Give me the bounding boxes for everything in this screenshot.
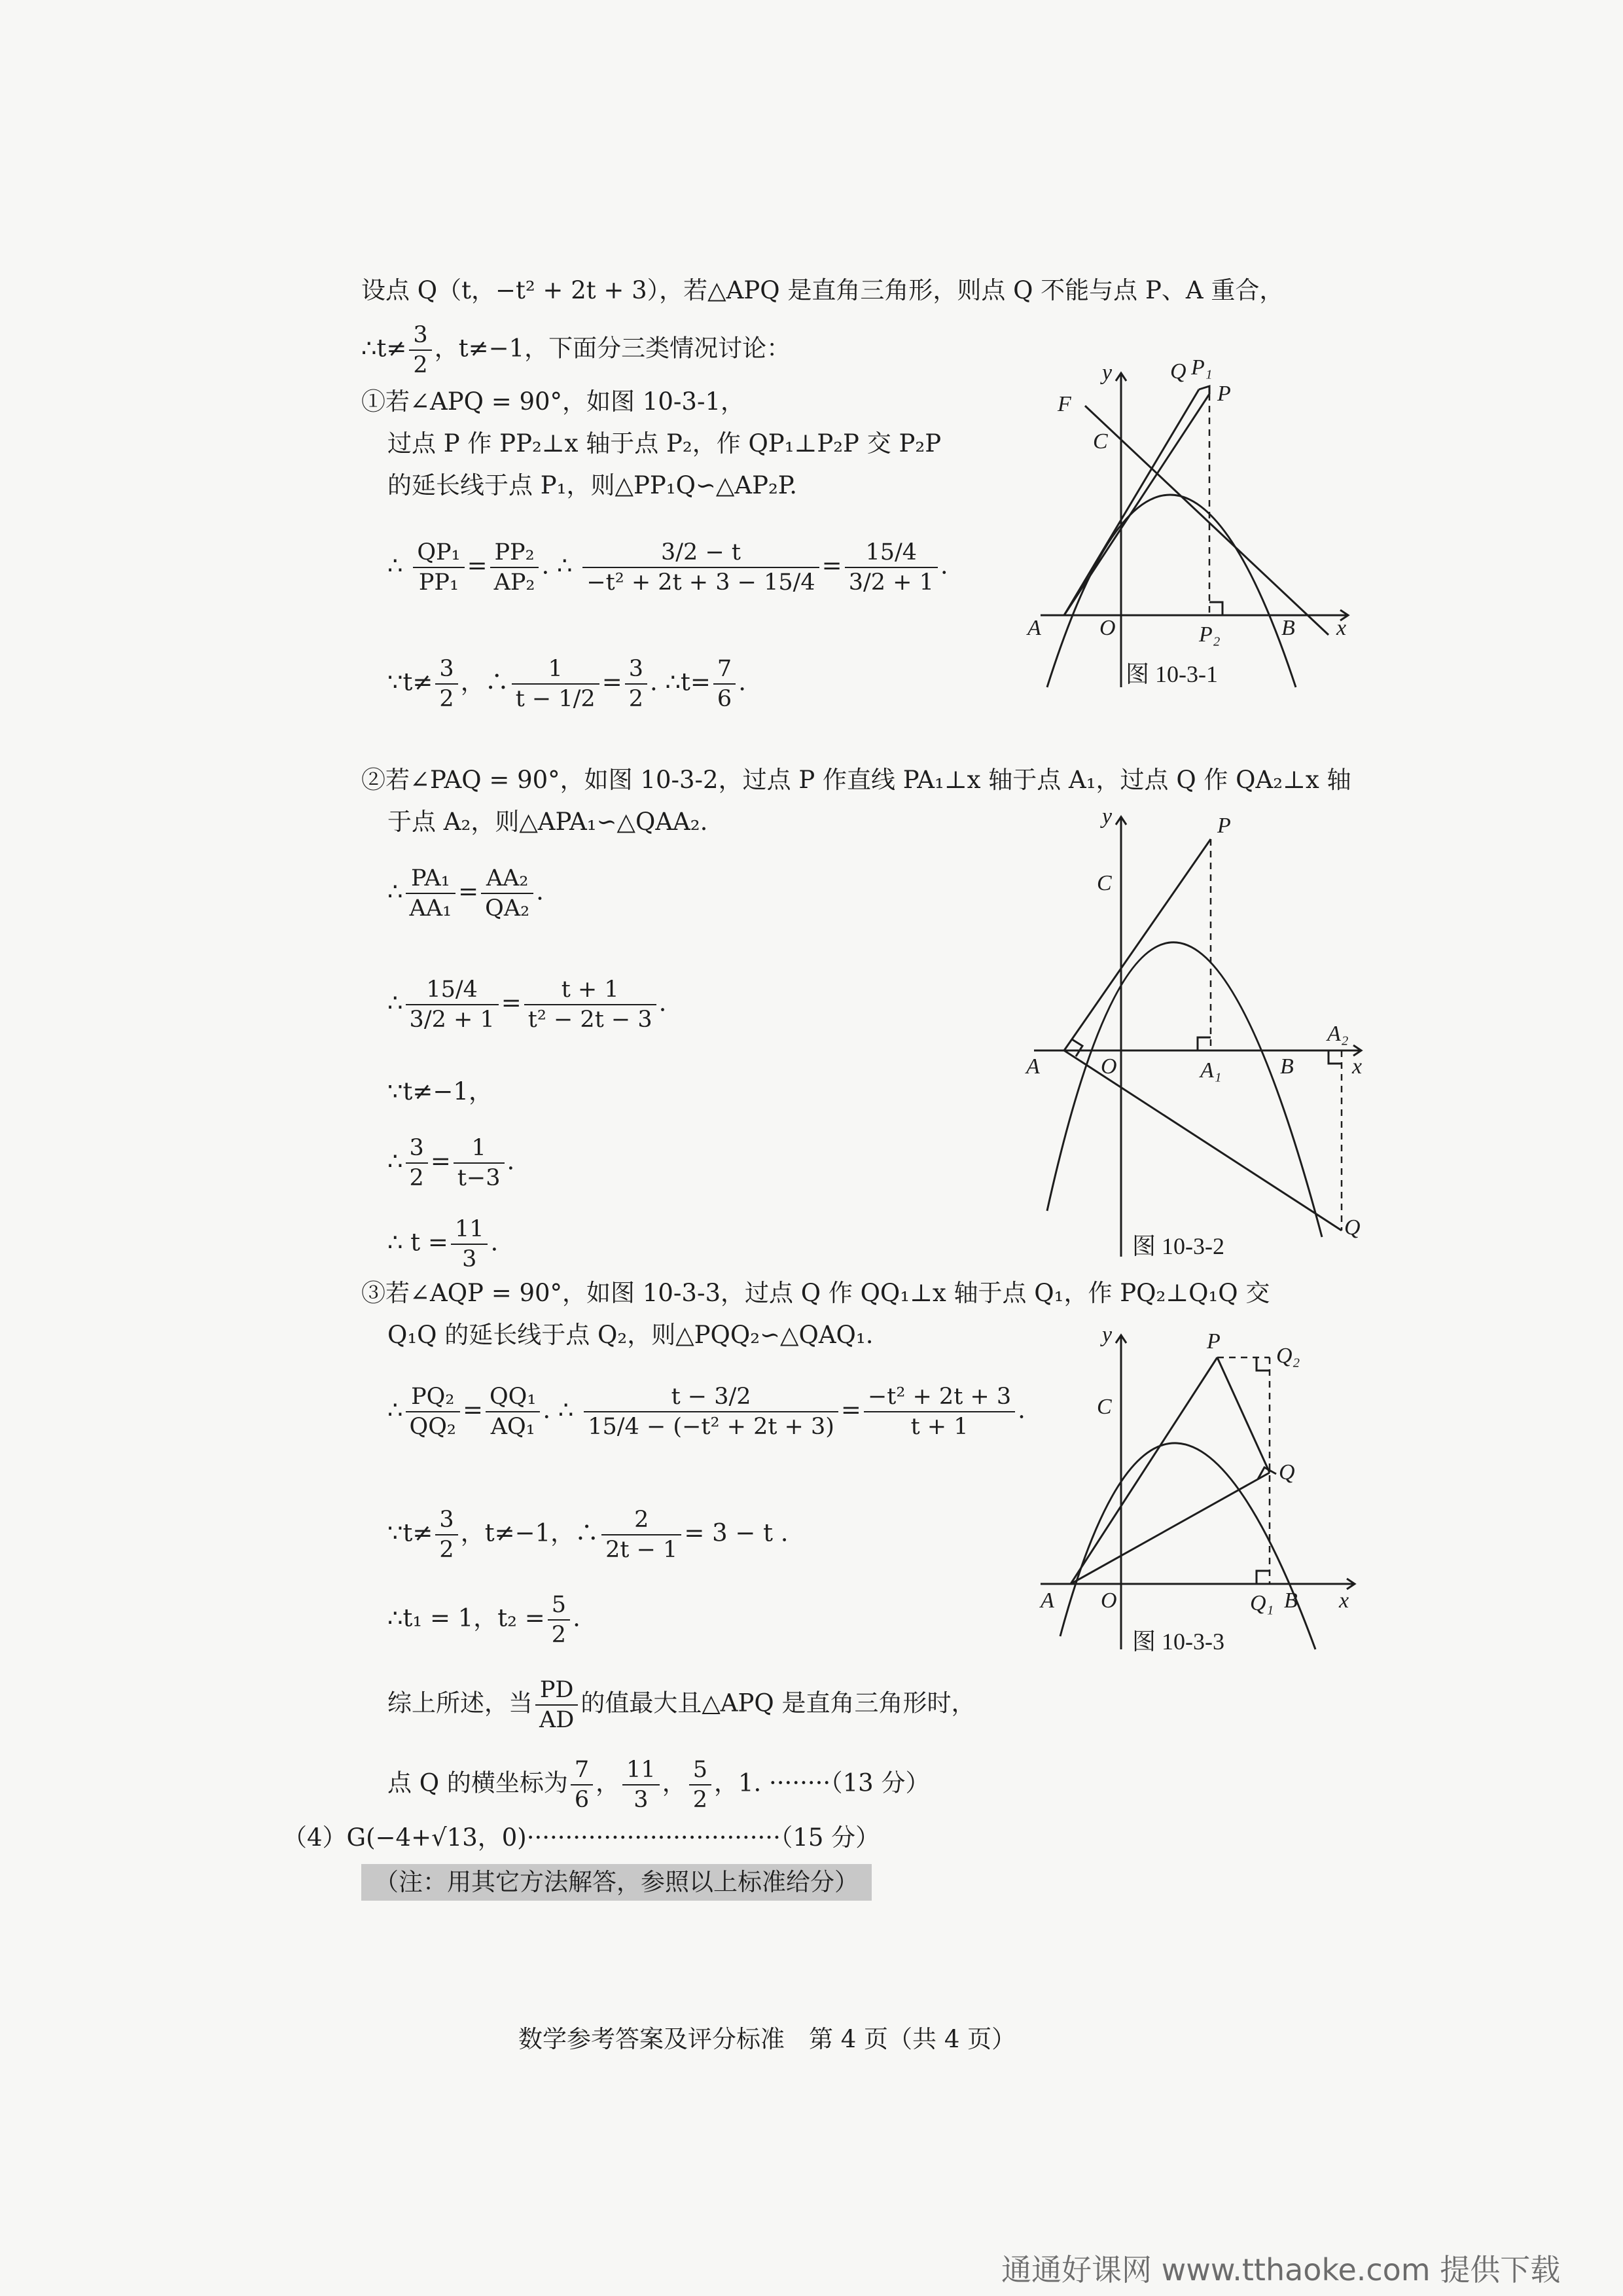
case1-solve-line: ∵t≠ $\frac{3}{2}$ ，∴ $\frac{1}{t - 1/2}$ = $\frac{3}{2}$ . ∴t= $\frac{7}{6}$ . [387, 656, 746, 712]
label-y: y [1102, 804, 1113, 829]
case2-result-line: ∴ t = $\frac{11}{3}$ . [387, 1216, 499, 1272]
label-O: O [1101, 1588, 1117, 1613]
right-angle-Q2 [1257, 1357, 1270, 1371]
grading-note: （注：用其它方法解答，参照以上标准给分） [361, 1864, 872, 1901]
right-angle-P1 [1199, 386, 1209, 394]
label-A: A [1027, 616, 1041, 640]
label-A: A [1041, 1588, 1054, 1613]
label-C: C [1093, 429, 1108, 454]
caption-10-3-1: 图 10-3-1 [1126, 661, 1218, 687]
label-P: P [1217, 814, 1231, 838]
parabola [1047, 495, 1296, 687]
case1-ratio-line: ∴ $\frac{\text{QP₁}}{\text{PP₁}}$ = $\frac{\text{PP₂}}{\text{AP₂}}$ . ∴ $\frac{3/2 - t}{\text{−t² + 2t + 3 − 15/4}}$ = $\frac{15/4}{3/2 + 1}$ . [387, 539, 948, 596]
intro-line-1: 设点 Q（t，−t² + 2t + 3），若△APQ 是直角三角形，则点 Q 不能与点 P、A 重合， [361, 276, 1284, 304]
segment-PQ [1217, 1357, 1270, 1473]
label-A2: A₂ [1327, 1022, 1349, 1046]
page-footer: 数学参考答案及评分标准 第 4 页（共 4 页） [518, 2025, 1016, 2053]
case2-subst-line: ∴ $\frac{15/4}{3/2 + 1}$ = $\frac{t + 1}{\text{t² − 2t − 3}}$ . [387, 977, 667, 1033]
case2-eq-line: ∴ $\frac{3}{2}$ = $\frac{1}{t-3}$ . [387, 1135, 515, 1191]
label-F: F [1058, 392, 1071, 416]
label-x: x [1336, 616, 1347, 640]
label-P1: P₁ [1191, 355, 1213, 380]
label-Q: Q [1279, 1460, 1295, 1484]
label-x: x [1352, 1054, 1363, 1079]
label-P: P [1217, 382, 1231, 406]
label-B: B [1280, 1054, 1294, 1079]
segment-AP [1071, 1357, 1217, 1584]
label-x: x [1339, 1588, 1349, 1613]
case3-solve-line: ∵t≠ $\frac{3}{2}$ ，t≠−1，∴ $\frac{2}{2t - 1}$ = 3 − t . [387, 1507, 789, 1563]
label-A: A [1026, 1054, 1040, 1079]
label-Q: Q [1170, 359, 1186, 384]
label-Q2: Q₂ [1276, 1344, 1300, 1368]
summary-line-2: 点 Q 的横坐标为 $\frac{7}{6}$ ， $\frac{11}{3}$ ， $\frac{5}{2}$ ，1. ········（13 分） [387, 1757, 930, 1813]
label-O: O [1101, 1054, 1117, 1079]
case2-line-1: ②若∠PAQ = 90°，如图 10-3-2，过点 P 作直线 PA₁⊥x 轴于点 A₁，过点 Q 作 QA₂⊥x 轴 [361, 766, 1351, 794]
right-angle-A [1072, 1039, 1082, 1056]
caption-10-3-3: 图 10-3-3 [1132, 1628, 1224, 1655]
case1-line-2: 过点 P 作 PP₂⊥x 轴于点 P₂，作 QP₁⊥P₂P 交 P₂P [387, 429, 942, 457]
summary-line-1: 综上所述，当 $\frac{PD}{AD}$ 的值最大且△APQ 是直角三角形时， [387, 1677, 976, 1733]
case3-line-1: ③若∠AQP = 90°，如图 10-3-3，过点 Q 作 QQ₁⊥x 轴于点 Q₁，作 PQ₂⊥Q₁Q 交 [361, 1279, 1270, 1307]
parabola [1047, 942, 1322, 1237]
label-P2: P₂ [1199, 622, 1221, 647]
caption-10-3-2: 图 10-3-2 [1132, 1233, 1224, 1259]
case3-ratio-line: ∴ $\frac{\text{PQ₂}}{\text{QQ₂}}$ = $\frac{\text{QQ₁}}{\text{AQ₁}}$ . ∴ $\frac{t - 3/2}{\text{15/4 − (−t² + 2t + 3)}}$ = $\frac{\text{−t² + 2t + 3}}{t + 1}$ . [387, 1384, 1026, 1440]
label-O: O [1099, 616, 1116, 640]
case2-ratio-line: ∴ $\frac{\text{PA₁}}{\text{AA₁}}$ = $\frac{\text{AA₂}}{\text{QA₂}}$ . [387, 865, 544, 922]
right-angle-A1 [1198, 1037, 1211, 1050]
label-C: C [1097, 1395, 1112, 1419]
figure-10-3-1 [1021, 355, 1361, 700]
segment-AP [1064, 394, 1209, 615]
label-Q: Q [1344, 1215, 1361, 1240]
label-C: C [1097, 871, 1112, 895]
figure-10-3-3 [1027, 1322, 1368, 1669]
right-angle-A2 [1329, 1050, 1342, 1064]
label-A1: A₁ [1200, 1058, 1222, 1083]
intro-line-2: ∴t≠ $\frac{3}{2}$ ，t≠−1，下面分三类情况讨论： [361, 322, 791, 378]
case1-line-1: ①若∠APQ = 90°，如图 10-3-1， [361, 387, 745, 416]
case3-result-line: ∴t₁ = 1，t₂ = $\frac{5}{2}$ . [387, 1592, 580, 1648]
right-angle-Q1 [1257, 1571, 1270, 1584]
right-angle-P2 [1209, 602, 1222, 615]
label-P: P [1207, 1329, 1221, 1354]
label-Q1: Q₁ [1250, 1591, 1274, 1615]
watermark: 通通好课网 www.tthaoke.com 提供下载 [1001, 2252, 1561, 2287]
label-B: B [1281, 616, 1295, 640]
figure-10-3-2 [1021, 805, 1374, 1270]
label-y: y [1102, 361, 1113, 385]
segment-AQ [1071, 1473, 1270, 1584]
label-B: B [1284, 1588, 1298, 1613]
case3-line-2: Q₁Q 的延长线于点 Q₂，则△PQQ₂∽△QAQ₁. [387, 1321, 874, 1349]
case1-line-3: 的延长线于点 P₁，则△PP₁Q∽△AP₂P. [387, 471, 797, 499]
part4-line: （4）G(−4+√13，0)·································（15 分） [283, 1823, 880, 1852]
segment-AQ [1064, 389, 1199, 615]
case2-line-2: 于点 A₂，则△APA₁∽△QAA₂. [387, 808, 708, 836]
label-y: y [1102, 1323, 1113, 1347]
parabola [1060, 1443, 1315, 1649]
case2-cond-line: ∵t≠−1， [387, 1077, 493, 1105]
